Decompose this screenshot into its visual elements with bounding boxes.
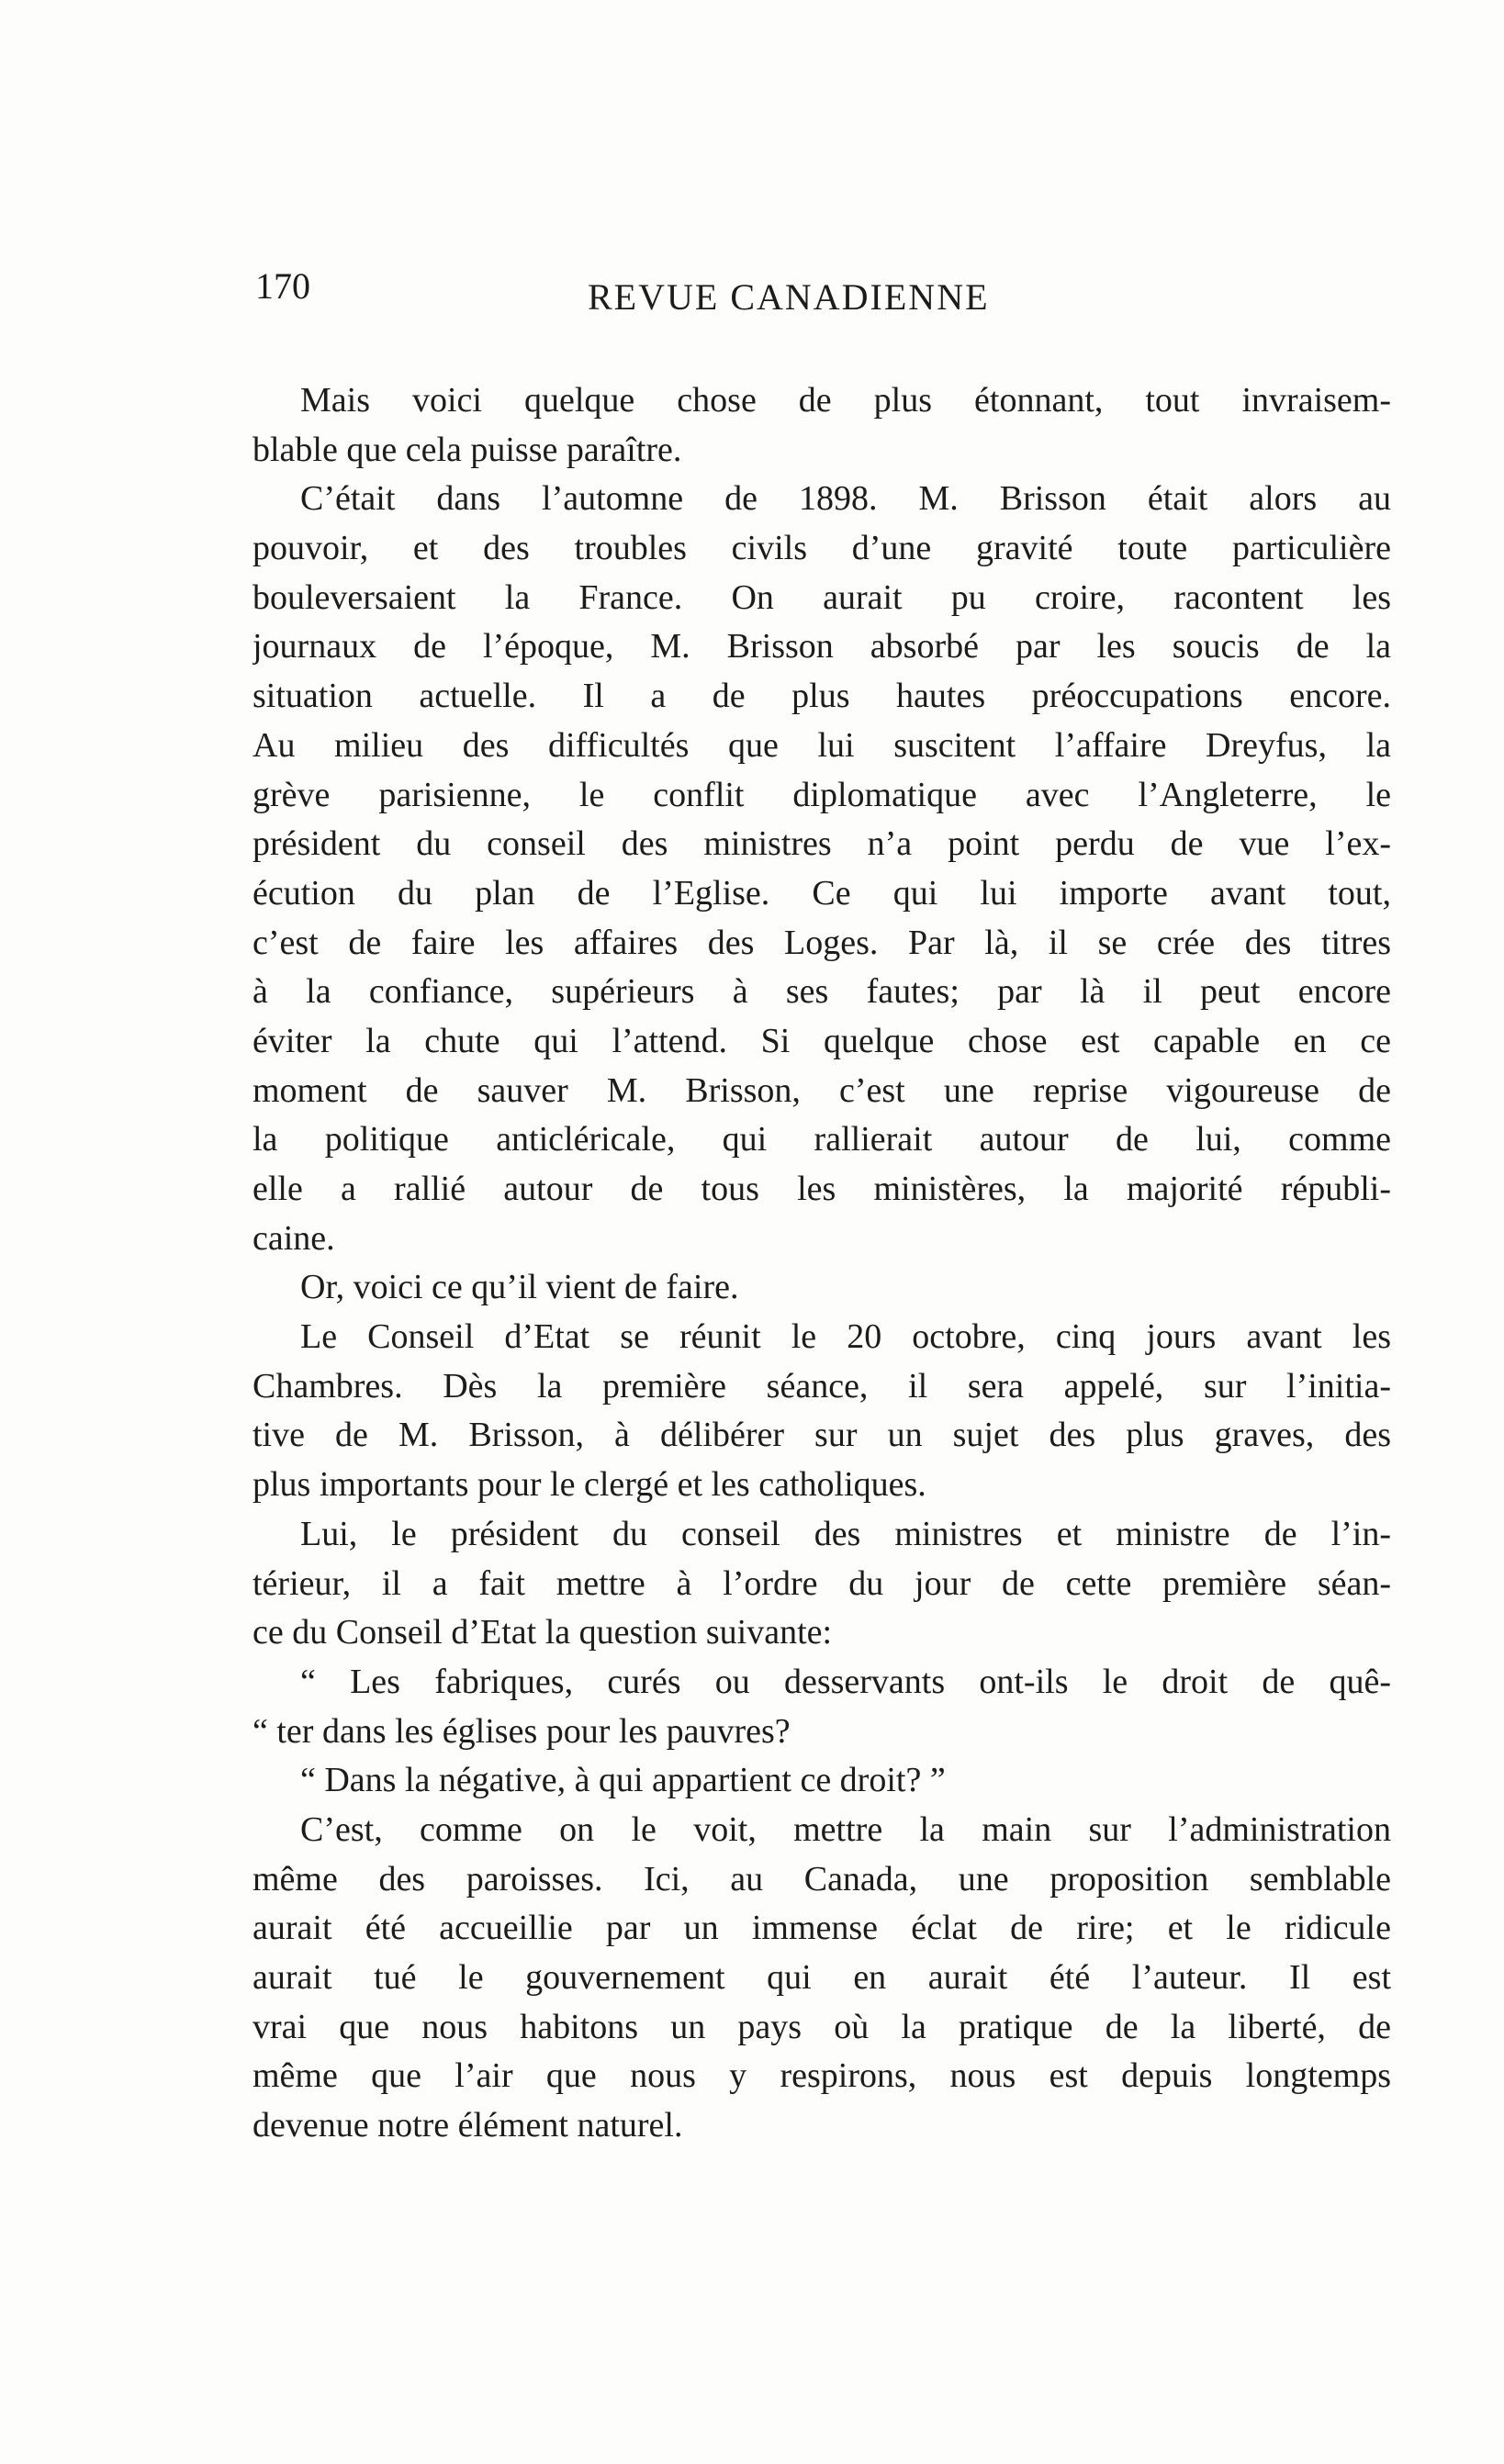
text-line: la politique anticléricale, qui rallierait autour de lui, comme — [253, 1120, 1391, 1159]
text-line: c’est de faire les affaires des Loges. Par là, il se crée des titres — [253, 923, 1391, 962]
text-line: caine. — [253, 1218, 335, 1258]
text-line: “ Les fabriques, curés ou desservants ont-ils le droit de quê- — [300, 1662, 1391, 1701]
text-line: tive de M. Brisson, à délibérer sur un sujet des plus graves, des — [253, 1416, 1391, 1455]
text-line: C’était dans l’automne de 1898. M. Brisson était alors au — [300, 479, 1391, 519]
text-line: C’est, comme on le voit, mettre la main sur l’administration — [300, 1809, 1391, 1849]
text-line: même des paroisses. Ici, au Canada, une proposition semblable — [253, 1859, 1391, 1898]
text-line: président du conseil des ministres n’a point perdu de vue l’ex- — [253, 824, 1391, 864]
text-line: elle a rallié autour de tous les ministères, la majorité républi- — [253, 1170, 1391, 1208]
text-line: grève parisienne, le conflit diplomatique avec l’Angleterre, le — [253, 775, 1391, 814]
running-title: REVUE CANADIENNE — [588, 276, 990, 318]
text-line: Or, voici ce qu’il vient de faire. — [300, 1268, 739, 1307]
text-line: journaux de l’époque, M. Brisson absorbé par les soucis de la — [253, 627, 1391, 666]
text-line: térieur, il a fait mettre à l’ordre du jour de cette première séan- — [253, 1563, 1391, 1603]
text-line: “ Dans la négative, à qui appartient ce droit? ” — [300, 1761, 946, 1800]
text-line: Chambres. Dès la première séance, il sera appelé, sur l’initia- — [253, 1366, 1391, 1406]
text-line: même que l’air que nous y respirons, nous est depuis longtemps — [253, 2056, 1391, 2096]
body-text — [253, 376, 1391, 2151]
text-line: situation actuelle. Il a de plus hautes préoccupations encore. — [253, 677, 1391, 716]
text-line: devenue notre élément naturel. — [253, 2106, 683, 2145]
text-line: aurait tué le gouvernement qui en aurait été l’auteur. Il est — [253, 1958, 1391, 1997]
text-line: Mais voici quelque chose de plus étonnant, tout invraisem- — [300, 381, 1391, 420]
text-line: moment de sauver M. Brisson, c’est une reprise vigoureuse de — [253, 1070, 1391, 1110]
text-line: “ ter dans les églises pour les pauvres? — [253, 1711, 791, 1751]
text-line: éviter la chute qui l’attend. Si quelque chose est capable en ce — [253, 1021, 1391, 1060]
text-line: Lui, le président du conseil des ministres et ministre de l’in- — [300, 1514, 1391, 1553]
text-line: bouleversaient la France. On aurait pu croire, racontent les — [253, 577, 1391, 617]
text-line: pouvoir, et des troubles civils d’une gravité toute particulière — [253, 529, 1391, 568]
text-line: ce du Conseil d’Etat la question suivante: — [253, 1613, 833, 1652]
text-line: à la confiance, supérieurs à ses fautes; par là il peut encore — [253, 972, 1391, 1012]
text-line: écution du plan de l’Eglise. Ce qui lui importe avant tout, — [253, 873, 1391, 913]
text-line: aurait été accueillie par un immense éclat de rire; et le ridicule — [253, 1909, 1391, 1948]
text-line: vrai que nous habitons un pays où la pratique de la liberté, de — [253, 2007, 1391, 2046]
text-line: blable que cela puisse paraître. — [253, 430, 682, 469]
text-line: Le Conseil d’Etat se réunit le 20 octobre, cinq jours avant les — [300, 1317, 1391, 1357]
text-line: Au milieu des difficultés que lui suscitent l’affaire Dreyfus, la — [253, 725, 1391, 765]
text-line: plus importants pour le clergé et les catholiques. — [253, 1465, 926, 1505]
page-number: 170 — [255, 265, 310, 307]
